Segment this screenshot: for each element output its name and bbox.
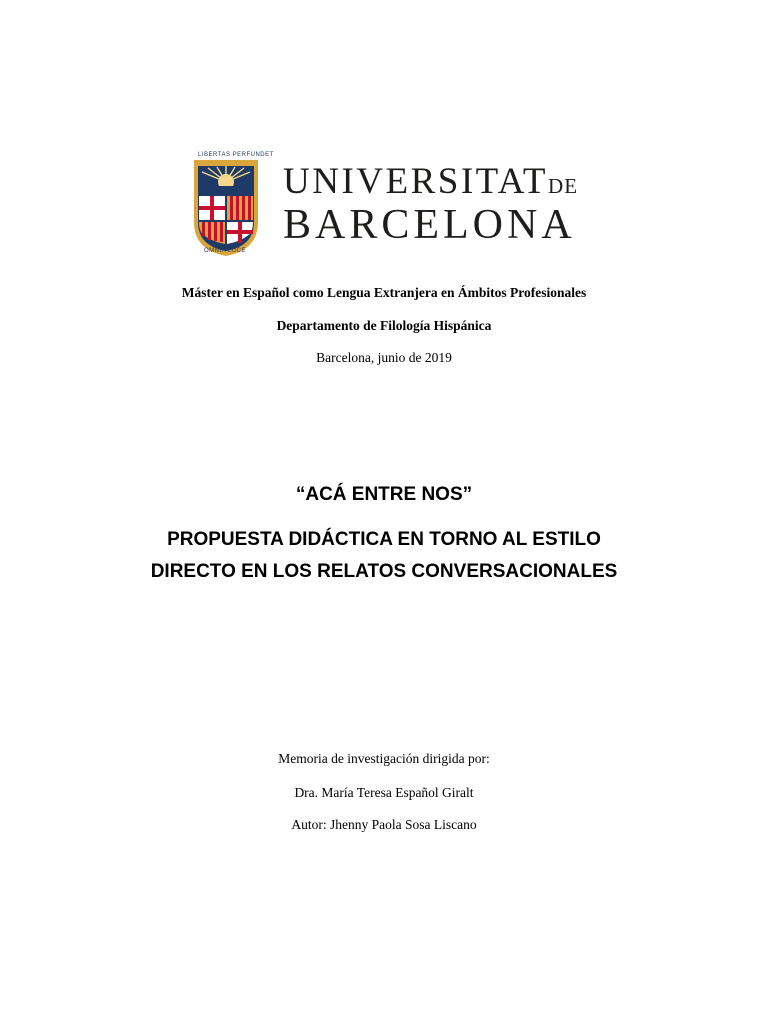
- program-name: Máster en Español como Lengua Extranjera en Ámbitos Profesionales: [181, 285, 587, 300]
- title-line2: DIRECTO EN LOS RELATOS CONVERSACIONALES: [150, 561, 618, 582]
- motto-bottom: OMNIA LUCE: [204, 248, 247, 254]
- university-logo: [190, 152, 600, 262]
- department-name: Departamento de Filología Hispánica: [276, 318, 492, 333]
- motto-top: LIBERTAS PERFUNDET: [198, 152, 274, 158]
- directed-by: Memoria de investigación dirigida por:: [278, 751, 490, 766]
- director-name: Dra. María Teresa Español Giralt: [294, 785, 474, 800]
- wordmark-line1: UNIVERSITATDE: [283, 161, 579, 202]
- author-name: Autor: Jhenny Paola Sosa Liscano: [291, 817, 477, 832]
- wordmark-line2: BARCELONA: [283, 202, 576, 248]
- title-line1: PROPUESTA DIDÁCTICA EN TORNO AL ESTILO: [167, 529, 601, 550]
- university-shield-icon: [190, 152, 262, 258]
- title-quote: “ACÁ ENTRE NOS”: [295, 484, 473, 505]
- place-date: Barcelona, junio de 2019: [316, 350, 452, 365]
